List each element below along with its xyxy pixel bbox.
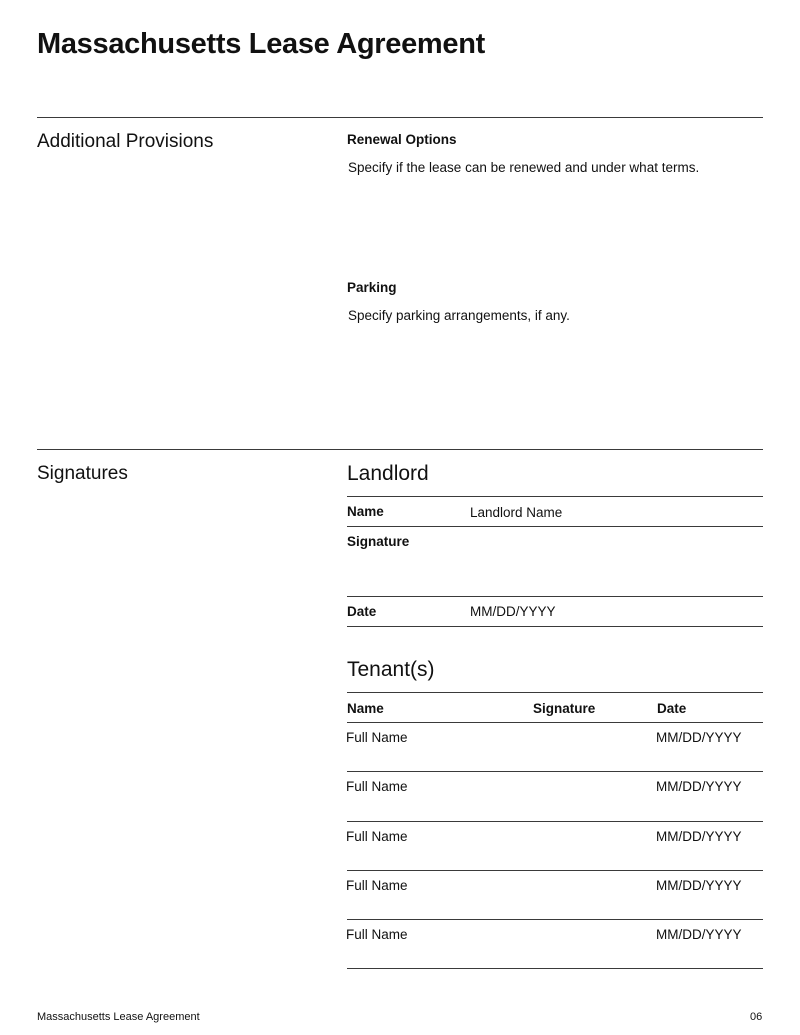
landlord-date-label: Date — [347, 604, 377, 619]
tenant-date-field[interactable]: MM/DD/YYYY — [656, 927, 742, 942]
tenant-signature-field[interactable] — [533, 825, 648, 867]
section-title-signatures: Signatures — [37, 463, 128, 484]
landlord-date-field[interactable]: MM/DD/YYYY — [470, 604, 556, 619]
divider — [347, 496, 763, 497]
landlord-heading: Landlord — [347, 462, 429, 485]
landlord-signature-field[interactable] — [470, 530, 763, 592]
tenants-heading: Tenant(s) — [347, 658, 435, 681]
tenant-signature-field[interactable] — [533, 775, 648, 817]
tenant-name-field[interactable]: Full Name — [346, 878, 408, 893]
divider — [347, 968, 763, 969]
divider — [347, 626, 763, 627]
tenant-signature-field[interactable] — [533, 923, 648, 965]
tenant-signature-field[interactable] — [533, 874, 648, 916]
divider — [347, 722, 763, 723]
divider — [347, 919, 763, 920]
tenants-header-signature: Signature — [533, 701, 596, 716]
renewal-options-label: Renewal Options — [347, 132, 457, 147]
divider — [347, 526, 763, 527]
document-title: Massachusetts Lease Agreement — [37, 28, 485, 60]
tenant-name-field[interactable]: Full Name — [346, 927, 408, 942]
section-title-additional-provisions: Additional Provisions — [37, 131, 214, 152]
footer-page-number: 06 — [750, 1011, 763, 1023]
divider — [347, 596, 763, 597]
tenants-header-name: Name — [347, 701, 384, 716]
tenant-date-field[interactable]: MM/DD/YYYY — [656, 878, 742, 893]
landlord-signature-label: Signature — [347, 534, 410, 549]
divider — [37, 449, 763, 450]
tenant-name-field[interactable]: Full Name — [346, 779, 408, 794]
footer-document-title: Massachusetts Lease Agreement — [37, 1011, 200, 1023]
divider — [347, 771, 763, 772]
tenant-date-field[interactable]: MM/DD/YYYY — [656, 829, 742, 844]
tenant-name-field[interactable]: Full Name — [346, 829, 408, 844]
renewal-options-field[interactable]: Specify if the lease can be renewed and under what terms. — [348, 160, 700, 175]
divider — [347, 692, 763, 693]
tenant-name-field[interactable]: Full Name — [346, 730, 408, 745]
tenant-date-field[interactable]: MM/DD/YYYY — [656, 730, 742, 745]
tenant-date-field[interactable]: MM/DD/YYYY — [656, 779, 742, 794]
tenant-signature-field[interactable] — [533, 726, 648, 768]
divider — [347, 870, 763, 871]
landlord-name-field[interactable]: Landlord Name — [470, 505, 563, 520]
parking-field[interactable]: Specify parking arrangements, if any. — [348, 308, 570, 323]
tenants-header-date: Date — [657, 701, 687, 716]
parking-label: Parking — [347, 280, 397, 295]
landlord-name-label: Name — [347, 504, 384, 519]
divider — [347, 821, 763, 822]
divider — [37, 117, 763, 118]
